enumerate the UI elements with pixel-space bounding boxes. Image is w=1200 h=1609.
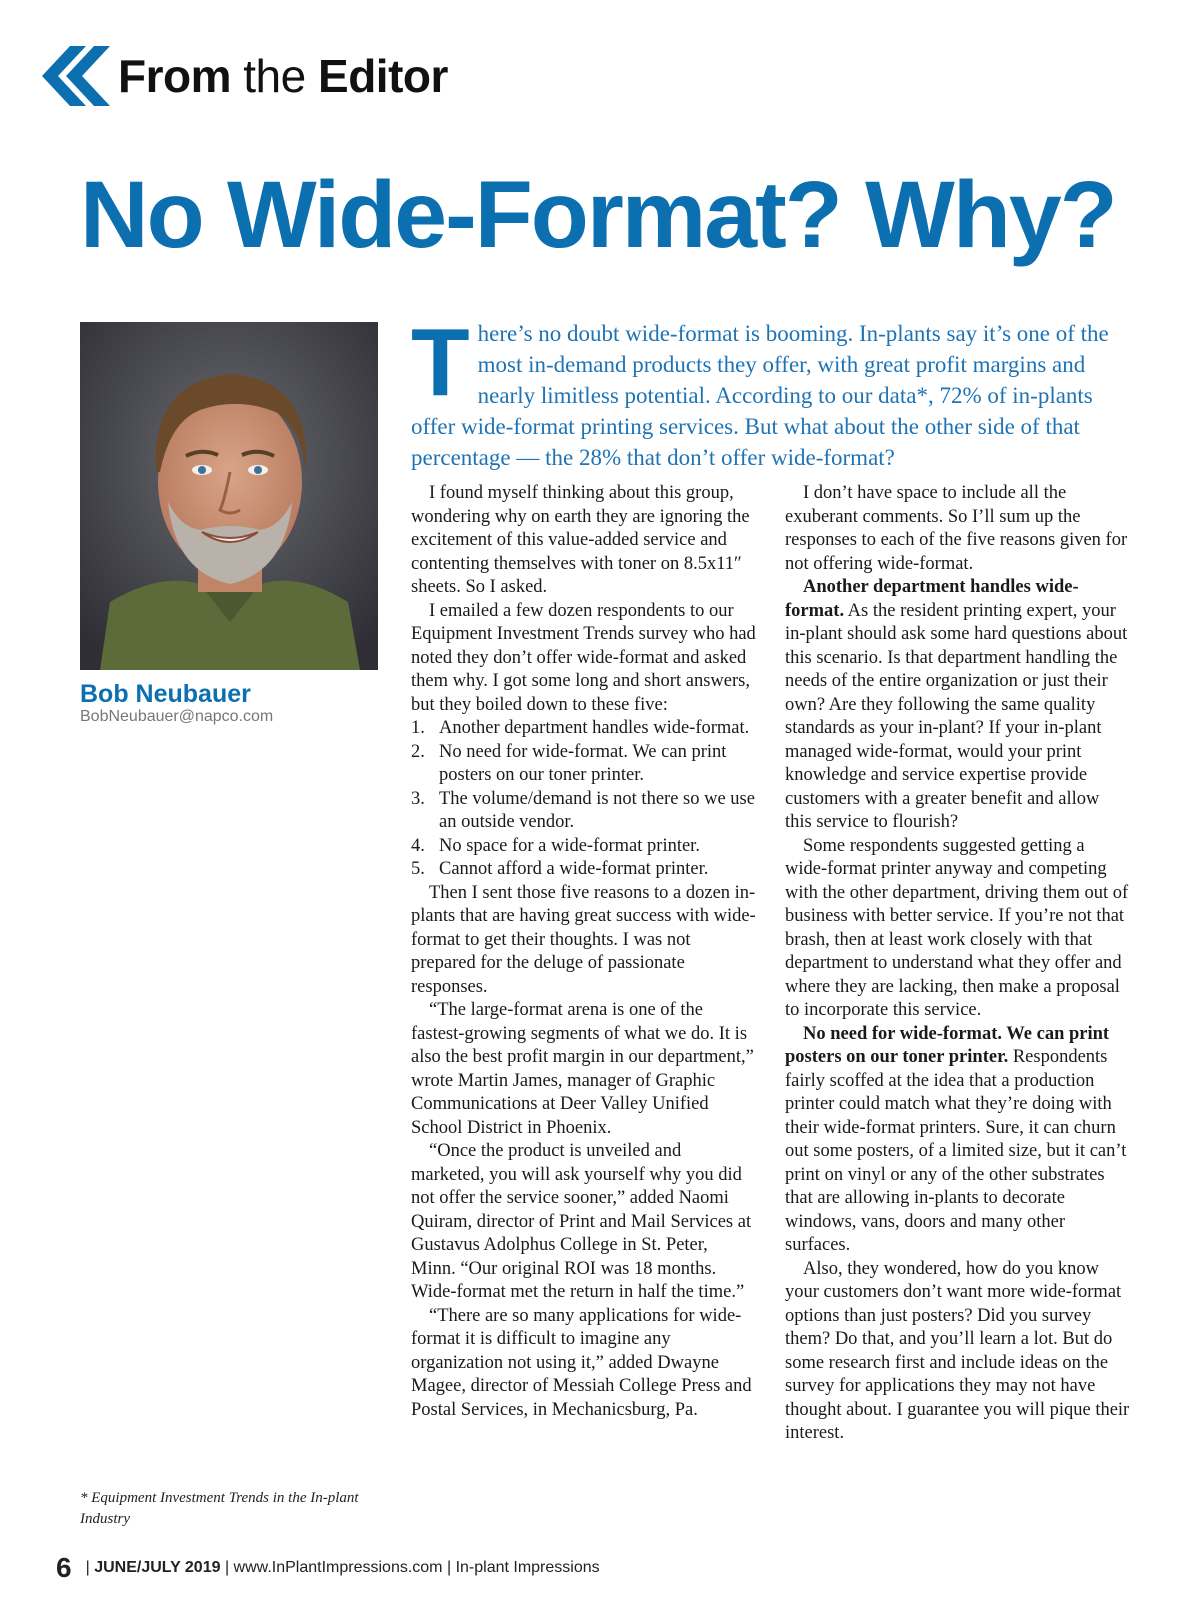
list-item: 3. The volume/demand is not there so we use an outside vendor. — [411, 788, 755, 832]
list-item: 1. Another department handles wide-format. — [411, 718, 750, 738]
double-chevron-left-icon — [40, 46, 112, 106]
footnote: * Equipment Investment Trends in the In-plant Industry — [80, 1490, 359, 1527]
list-item: 5. Cannot afford a wide-format printer. — [411, 859, 709, 879]
drop-cap: T — [411, 309, 470, 416]
list-item: 4. No space for a wide-format printer. — [411, 835, 700, 856]
body-column-1 — [411, 482, 756, 1422]
paragraph: “Once the product is unveiled and marketed, you will ask yourself why you did not offer the service sooner,” added Naomi Quiram, director of Print and Mail Services at Gustavus Adolphus College in St. Peter, Minn. “Our original ROI was 18 months. Wide-format met the return in half the time.” — [411, 1141, 752, 1302]
section-title: From the Editor — [118, 50, 448, 102]
paragraph: I emailed a few dozen respondents to our Equipment Investment Trends survey who had noted they don’t offer wide-format and asked them why. I got some long and short answers, but they boiled down to these five: — [411, 600, 756, 715]
subhead: No need for wide-format. We can print posters on our toner printer. — [785, 1023, 1110, 1067]
paragraph: Also, they wondered, how do you know your customers don’t want more wide-format options than just posters? Did you survey them? Do that, and you’ll learn a lot. But do some research first and include ideas on the survey for applications they may not have thought about. I guarantee you will pique their interest. — [785, 1258, 1130, 1443]
paragraph: “The large-format arena is one of the fastest-growing segments of what we do. It is also the best profit margin in our department,” wrote Martin James, manager of Graphic Communications at Deer Valley Unified School District in Phoenix. — [411, 1000, 754, 1138]
paragraph: No need for wide-format. We can print posters on our toner printer. Respondents fairly scoffed at the idea that a production printer could match what they’re doing with their wide-format printers. Sure, it can churn out some posters, of a limited size, but it can’t print on vinyl or any of the other substrates that are allowing in-plants to decorate windows, vans, doors and many other surfaces. — [785, 1023, 1127, 1255]
paragraph: I found myself thinking about this group, wondering why on earth they are ignoring the excitement of this value-added service and contenting themselves with toner on 8.5x11″ sheets. So I asked. — [411, 483, 750, 597]
list-item: 2. No need for wide-format. We can print posters on our toner printer. — [411, 741, 727, 785]
paragraph: Some respondents suggested getting a wide-format printer anyway and competing with the other department, driving them out of business with better service. If you’re not that brash, then at least work closely with that department to understand what they offer and where they are lacking, then make a proposal to incorporate this service. — [785, 835, 1129, 1020]
page-number: 6 — [56, 1552, 72, 1583]
article-headline: No Wide-Format? Why? — [80, 162, 1116, 268]
footer-text: | JUNE/JULY 2019 | www.InPlantImpressions.com | In-plant Impressions — [85, 1559, 600, 1576]
section-header — [40, 46, 448, 106]
lede-text: here’s no doubt wide-format is booming. In-plants say it’s one of the most in-demand products they offer, with great profit margins and nearly limitless potential. According to our data*, 72% of in-plants offer wide-format printing services. But what about the other side of that percentage — the 28% that don’t offer wide-format? — [411, 321, 1109, 470]
author-photo — [80, 322, 378, 670]
subhead: Another department handles wide-format. — [785, 577, 1079, 621]
paragraph: Another department handles wide-format. As the resident printing expert, your in-plant should ask some hard questions about this scenario. Is that department handling the needs of the entire organization or just their own? Are they following the same quality standards as your in-plant? If your in-plant managed wide-format, would your print knowledge and service expertise provide customers with a greater benefit and allow this service to flourish? — [785, 577, 1128, 832]
lede-paragraph — [411, 309, 1129, 473]
author-email: BobNeubauer@napco.com — [80, 708, 274, 725]
paragraph: I don’t have space to include all the exuberant comments. So I’ll sum up the responses to each of the five reasons given for not offering wide-format. — [785, 483, 1128, 574]
author-name: Bob Neubauer — [80, 680, 251, 708]
body-column-2 — [785, 482, 1130, 1446]
page-footer — [56, 1552, 600, 1584]
paragraph: “There are so many applications for wide-format it is difficult to imagine any organization not using it,” added Dwayne Magee, director of Messiah College Press and Postal Services, in Mechanicsburg, Pa. — [411, 1305, 752, 1420]
paragraph: Then I sent those five reasons to a dozen in-plants that are having great success with wide-format to get their thoughts. I was not prepared for the deluge of passionate responses. — [411, 882, 756, 997]
reasons-list — [411, 717, 756, 882]
